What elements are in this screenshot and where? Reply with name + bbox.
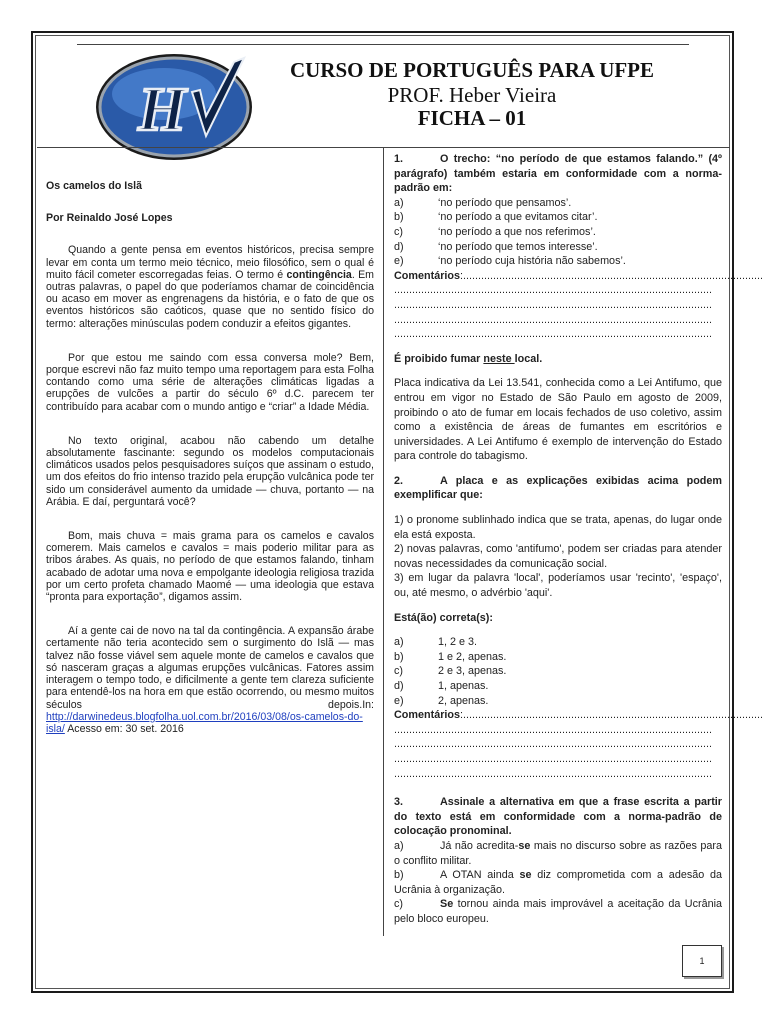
top-rule [77,44,689,45]
q2-option-c: c) 2 e 3, apenas. [394,665,507,678]
course-title: CURSO DE PORTUGUÊS PARA UFPE [289,58,655,82]
q2-option-d: d) 1, apenas. [394,680,489,692]
question-1-stem: 1. O trecho: “no período de que estamos falando.” (4º parágrafo) também estaria em conformidade com a norma-padrão em: [394,153,722,195]
source-link[interactable]: http://darwinedeus.blogfolha.uol.com.br/2016/03/08/os-camelos-do-isla/ [46,710,363,735]
article-paragraph-5: Aí a gente cai de novo na tal da contingência. A expansão árabe certamente não teria acontecido sem o surgimento do Islã — mas talvez não fosse viável sem aquele monte de camelos e cavalos que só nasceram graças a algumas erupções vulcânicas. Fatores assim interagem o tempo todo, e dificilmente a gente tem clareza suficiente para entendê-los na hora em que estão ocorrendo, ou mesmo muitos séculos depois.In: http://darwinedeus.blogfolha.uol.com.br/2016/03/08/os-camelos-do-isla/ Acesso em: 30 set. 2016 [46,625,374,735]
q1-option-b: b) ‘no período a que evitamos citar’. [394,211,598,224]
emphasis-contingencia: contingência [286,268,352,281]
q1-option-c: c) ‘no período a que nos referimos’. [394,225,596,238]
q1-option-a: a) ‘no período que pensamos’. [394,196,572,209]
q2-item-3: 3) em lugar da palavra 'local', poderíamos usar 'recinto', 'espaço', ou, até mesmo, o advérbio 'aqui'. [394,572,722,600]
q2-comment-line: .......................................................................................................... [394,738,712,751]
svg-text:H: H [138,76,187,144]
q2-option-a: a) 1, 2 e 3. [394,636,478,649]
page-number: 1 [682,945,722,977]
question-2-stem: 2. A placa e as explicações exibidas acima podem exemplificar que: [394,474,722,502]
q2-option-e: e) 2, apenas. [394,694,489,707]
sheet-number: FICHA – 01 [417,106,527,130]
q1-comment-line: .......................................................................................................... [394,284,712,297]
q2-comment-line: .......................................................................................................... [394,752,712,765]
q2-option-b: b) 1 e 2, apenas. [394,650,507,663]
article-paragraph-4: Bom, mais chuva = mais grama para os camelos e cavalos comerem. Mais camelos e cavalos = mais poderio militar para as tribos árabes. As quais, no período de que estamos falando, tinham acabado de adotar uma nova e empolgante ideologia religiosa trazida por um certo profeta chamado Maomé — uma ideologia que estava “pronta para exportação”, digamos assim. [46,530,374,604]
q1-option-d: d) ‘no período que temos interesse’. [394,240,598,253]
q2-comment-line: .......................................................................................................... [394,723,712,736]
question-3-stem: 3. Assinale a alternativa em que a frase escrita a partir do texto está em conformidade com a norma-padrão de colocação pronominal. [394,796,722,838]
article-paragraph-1: Quando a gente pensa em eventos históricos, precisa sempre levar em conta um termo meio técnico, meio filosófico, sem o qual é muito fácil cometer escorregadas feias. O termo é contingência. Em outras palavras, o papel do que poderíamos chamar de coincidência ou acaso em mover as engrenagens da história, e o fato de que os eventos históricos são caóticos, quase que no sentido físico do termo: alterações minúsculas podem conduzir a efeitos gigantes. [46,244,375,330]
article-title: Os camelos do Islã [46,180,142,192]
professor-name: PROF. Heber Vieira [387,83,557,107]
q2-item-1: 1) o pronome sublinhado indica que se trata, apenas, do lugar onde ela está exposta. [394,514,722,541]
article-column [46,180,374,757]
access-date: Acesso em: 30 set. 2016 [64,722,184,735]
column-divider [383,147,384,936]
article-byline: Por Reinaldo José Lopes [46,212,173,225]
q2-comment-line: .......................................................................................................... [394,767,712,780]
sign-text: É proibido fumar neste local. [394,352,543,365]
article-paragraph-2: Por que estou me saindo com essa conversa mole? Bem, porque escrevi não faz muito tempo uma reportagem para esta Folha contando como uma série de alterações climáticas ligadas a erupções de vulcões a partir do século 6º d.C. parecem ter contribuído para acabar com o mundo antigo e “criar” a Idade Média. [46,351,374,413]
q3-option-c: c) Se tornou ainda mais improvável a aceitação da Ucrânia pelo bloco europeu. [394,898,722,925]
hv-logo [94,52,258,162]
q2-comments: Comentários:.................................................................................................... [394,709,763,722]
q2-item-2: 2) novas palavras, como 'antifumo', podem ser criadas para atender novas necessidades da comunicação social. [394,543,722,570]
q1-comments: Comentários:.................................................................................................... [394,269,763,282]
q1-option-e: e) ‘no período cuja história não sabemos’. [394,255,626,268]
underlined-pronoun: neste [483,352,515,365]
q2-prompt: Está(ão) correta(s): [394,611,493,624]
q1-comment-line: .......................................................................................................... [394,328,712,341]
q1-comment-line: .......................................................................................................... [394,298,712,311]
questions-column [394,152,763,927]
q3-option-a: a) Já não acredita-se mais no discurso sobre as razões para o conflito militar. [394,839,722,867]
article-paragraph-3: No texto original, acabou não cabendo um detalhe absolutamente fascinante: segundo os modelos computacionais climáticos usados pelos pesquisadores suíços que assinam o estudo, um dos efeitos do frio intenso trazido pela erupção vulcânica pode ter sido um considerável aumento da umidade — chuva, portanto — na Arábia. E daí, perguntará você? [46,434,374,508]
q1-comment-line: .......................................................................................................... [394,313,712,326]
sign-explanation: Placa indicativa da Lei 13.541, conhecida como a Lei Antifumo, que entrou em vigor no Estado de São Paulo em agosto de 2009, proibindo o ato de fumar em locais fechados de uso coletivo, assim como a existência de áreas de fumantes em escritórios e universidades. A Lei Antifumo é exemplo de intervenção do Estado para controle do tabagismo. [394,377,722,463]
q3-option-b: b) A OTAN ainda se diz comprometida com a adesão da Ucrânia à organização. [394,869,722,896]
